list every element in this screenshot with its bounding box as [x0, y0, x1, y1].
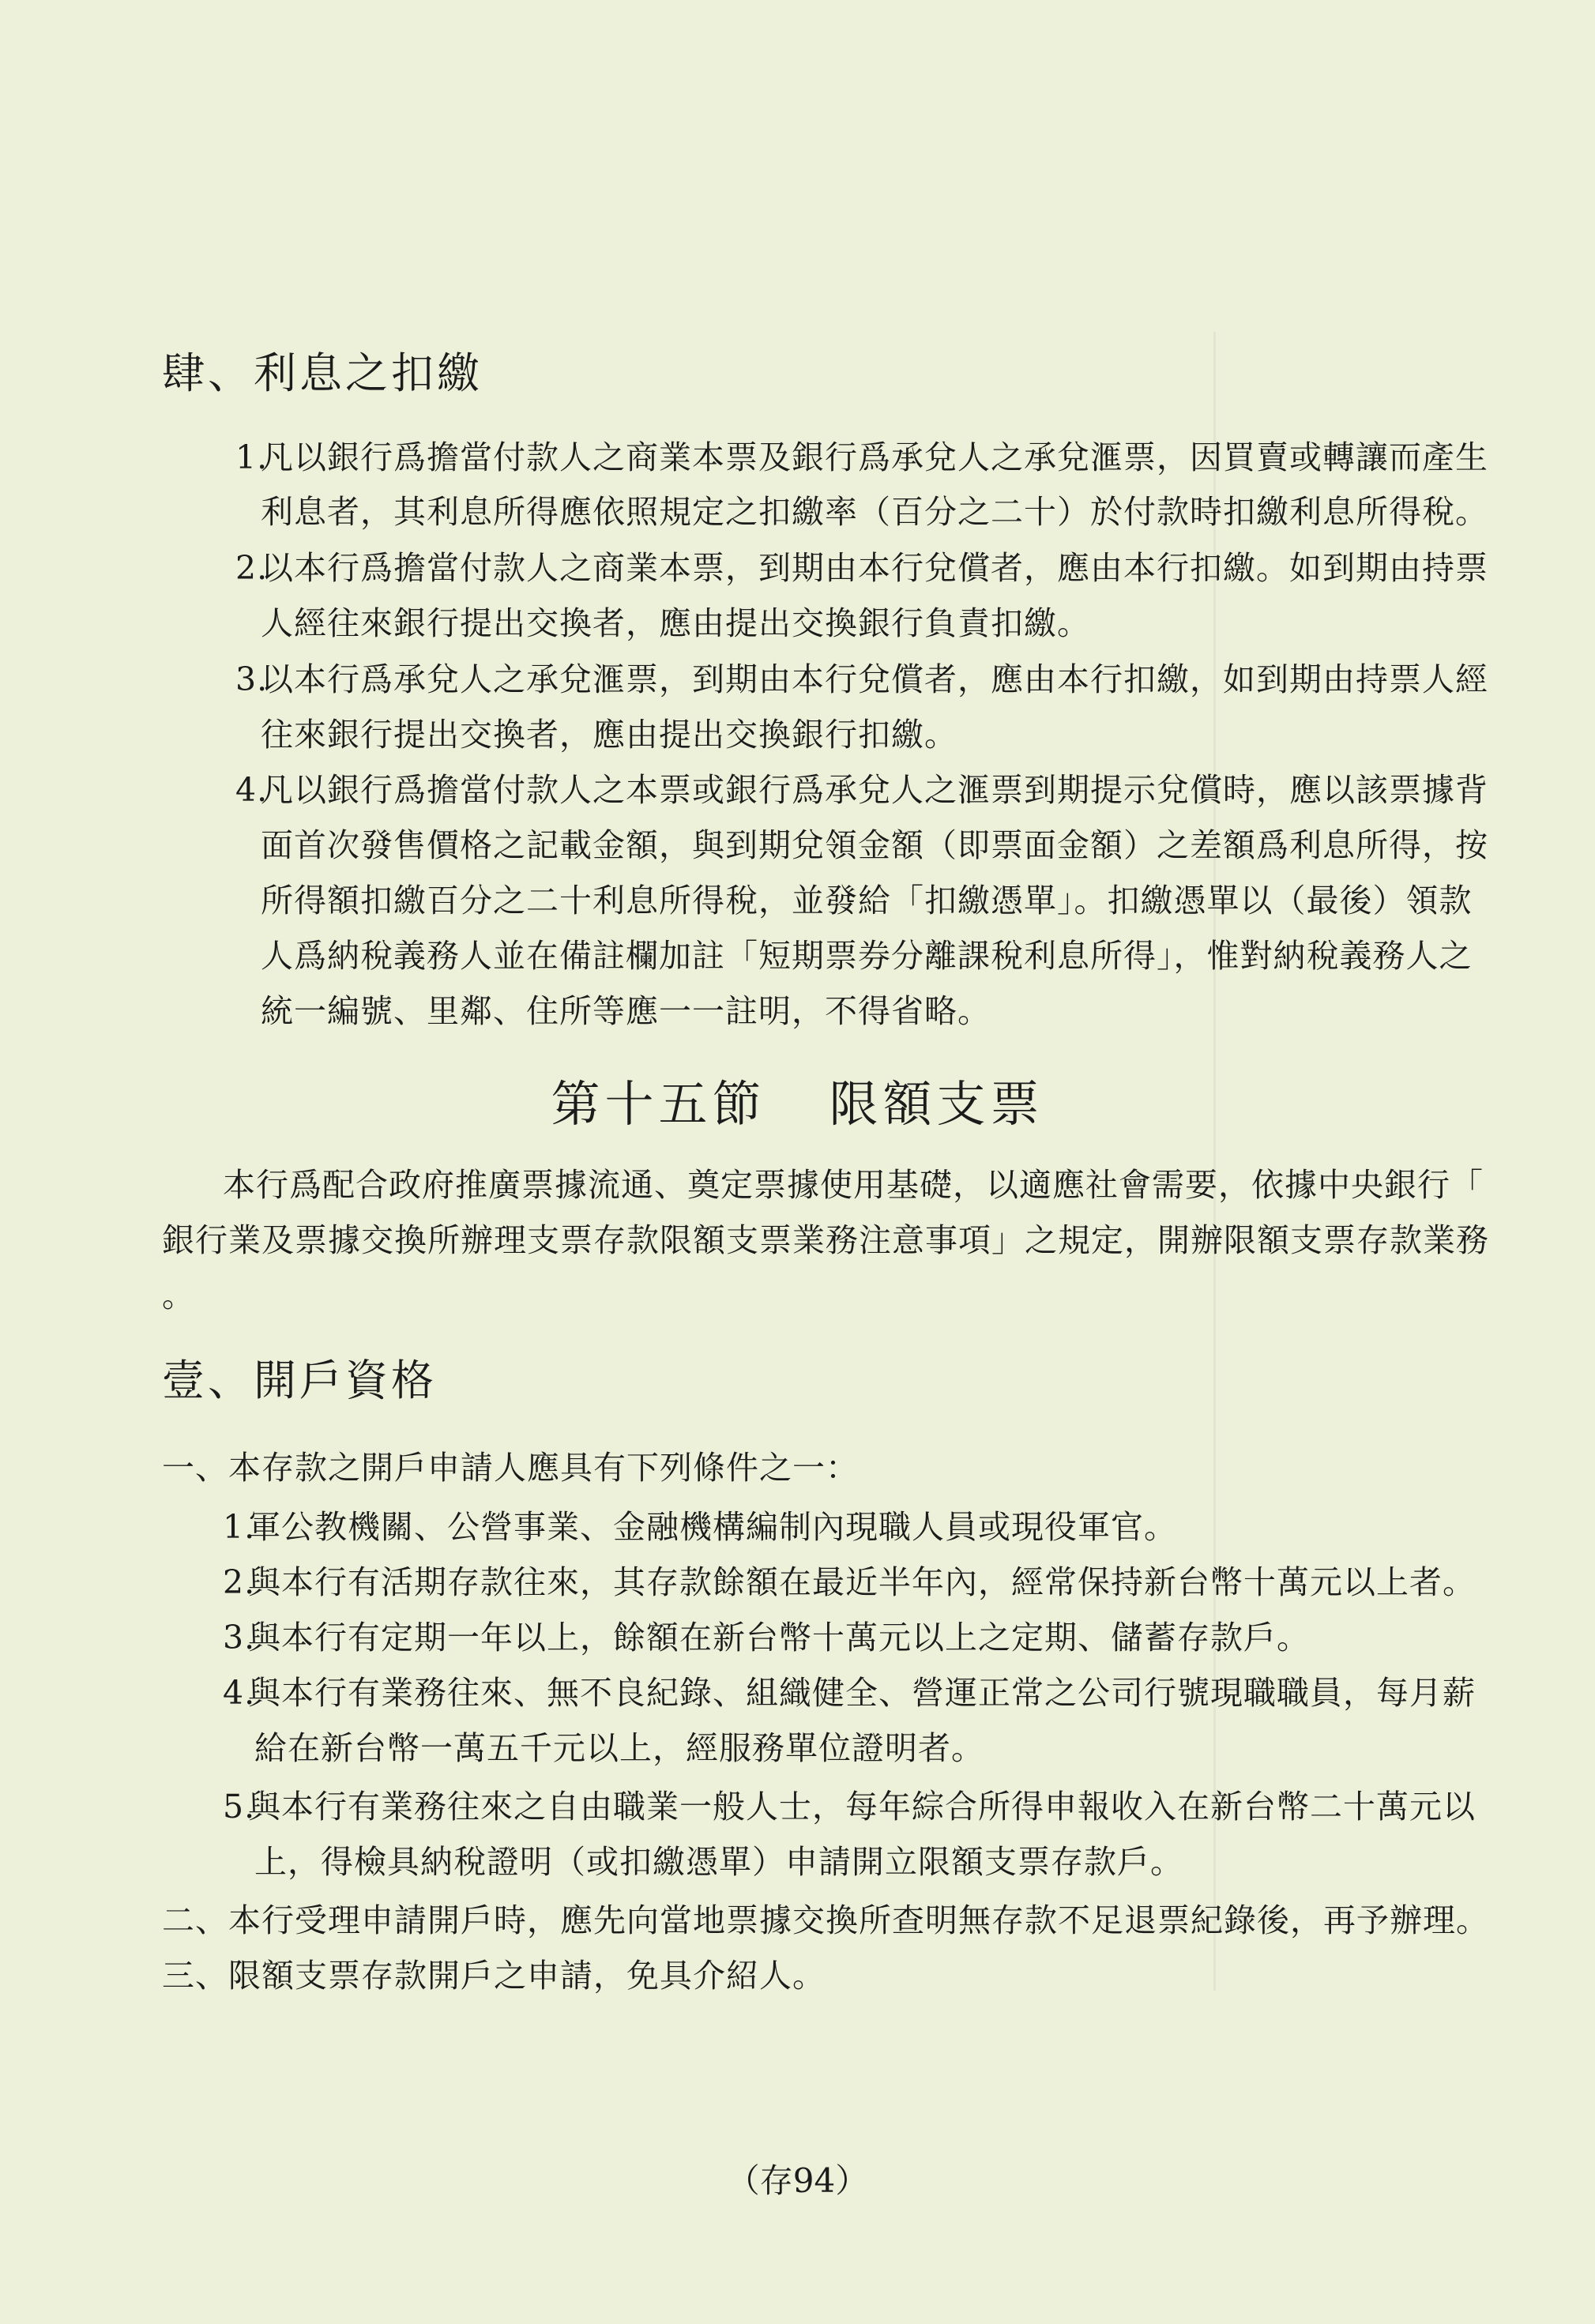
item-number: 3. — [223, 1619, 256, 1657]
intro-paragraph-line: 。 — [162, 1277, 195, 1314]
list-item-line: 4.與本行有業務往來、無不良紀錄、組織健全、營運正常之公司行號現職職員，每月薪 — [223, 1674, 1476, 1712]
list-item-line: 往來銀行提出交換者，應由提出交換銀行扣繳。 — [261, 716, 957, 754]
item-number: 1. — [223, 1508, 256, 1546]
list-item-line: 統一編號、里鄰、住所等應一一註明，不得省略。 — [261, 992, 991, 1030]
item-number: 4. — [235, 771, 269, 809]
list-item-line: 上，得檢具納稅證明（或扣繳憑單）申請開立限額支票存款戶。 — [254, 1843, 1183, 1881]
clause-paragraph: 二、本行受理申請開戶時，應先向當地票據交換所查明無存款不足退票紀錄後，再予辦理。 — [162, 1901, 1489, 1939]
item-number: 1. — [235, 438, 269, 476]
section-heading-account-eligibility: 壹、開戶資格 — [162, 1356, 437, 1405]
item-number: 2. — [235, 549, 269, 587]
chapter-name: 限額支票 — [829, 1075, 1044, 1133]
intro-paragraph-line: 本行爲配合政府推廣票據流通、奠定票據使用基礎，以適應社會需要，依據中央銀行「 — [223, 1166, 1484, 1204]
chapter-number: 第十五節 — [551, 1075, 766, 1133]
list-item-line: 所得額扣繳百分之二十利息所得稅，並發給「扣繳憑單」。扣繳憑單以（最後）領款 — [261, 882, 1473, 919]
list-item-line: 1.凡以銀行爲擔當付款人之商業本票及銀行爲承兌人之承兌滙票，因買賣或轉讓而產生 — [235, 438, 1488, 476]
list-item-line: 2.與本行有活期存款往來，其存款餘額在最近半年內，經常保持新台幣十萬元以上者。 — [223, 1563, 1476, 1601]
list-item-line: 3.與本行有定期一年以上，餘額在新台幣十萬元以上之定期、儲蓄存款戶。 — [223, 1619, 1310, 1657]
section-heading-interest-withholding: 肆、利息之扣繳 — [162, 348, 483, 398]
list-item-line: 人經往來銀行提出交換者，應由提出交換銀行負責扣繳。 — [261, 604, 1090, 642]
list-item-line: 人爲納稅義務人並在備註欄加註「短期票券分離課稅利息所得」，惟對納稅義務人之 — [261, 937, 1473, 975]
page-number: （存94） — [726, 2161, 869, 2200]
list-item-line: 3.以本行爲承兌人之承兌滙票，到期由本行兌償者，應由本行扣繳，如到期由持票人經 — [235, 660, 1488, 698]
item-number: 2. — [223, 1563, 256, 1601]
list-item-line: 4.凡以銀行爲擔當付款人之本票或銀行爲承兌人之滙票到期提示兌償時，應以該票據背 — [235, 771, 1488, 809]
clause-paragraph: 三、限額支票存款開戶之申請，免具介紹人。 — [162, 1957, 826, 1995]
list-item-line: 5.與本行有業務往來之自由職業一般人士，每年綜合所得申報收入在新台幣二十萬元以 — [223, 1788, 1476, 1826]
list-item-line: 2.以本行爲擔當付款人之商業本票，到期由本行兌償者，應由本行扣繳。如到期由持票 — [235, 549, 1488, 587]
chapter-title — [0, 1065, 1595, 1135]
list-item-line: 面首次發售價格之記載金額，與到期兌領金額（即票面金額）之差額爲利息所得，按 — [261, 826, 1488, 864]
intro-paragraph-line: 銀行業及票據交換所辦理支票存款限額支票業務注意事項」之規定，開辦限額支票存款業務 — [162, 1221, 1489, 1259]
list-item-line: 給在新台幣一萬五千元以上，經服務單位證明者。 — [254, 1729, 984, 1767]
clause-paragraph: 一、本存款之開戶申請人應具有下列條件之一： — [162, 1449, 859, 1487]
item-number: 4. — [223, 1674, 256, 1712]
item-number: 3. — [235, 660, 269, 698]
list-item-line: 1.軍公教機關、公營事業、金融機構編制內現職人員或現役軍官。 — [223, 1508, 1177, 1546]
item-number: 5. — [223, 1788, 256, 1826]
list-item-line: 利息者，其利息所得應依照規定之扣繳率（百分之二十）於付款時扣繳利息所得稅。 — [261, 493, 1488, 531]
